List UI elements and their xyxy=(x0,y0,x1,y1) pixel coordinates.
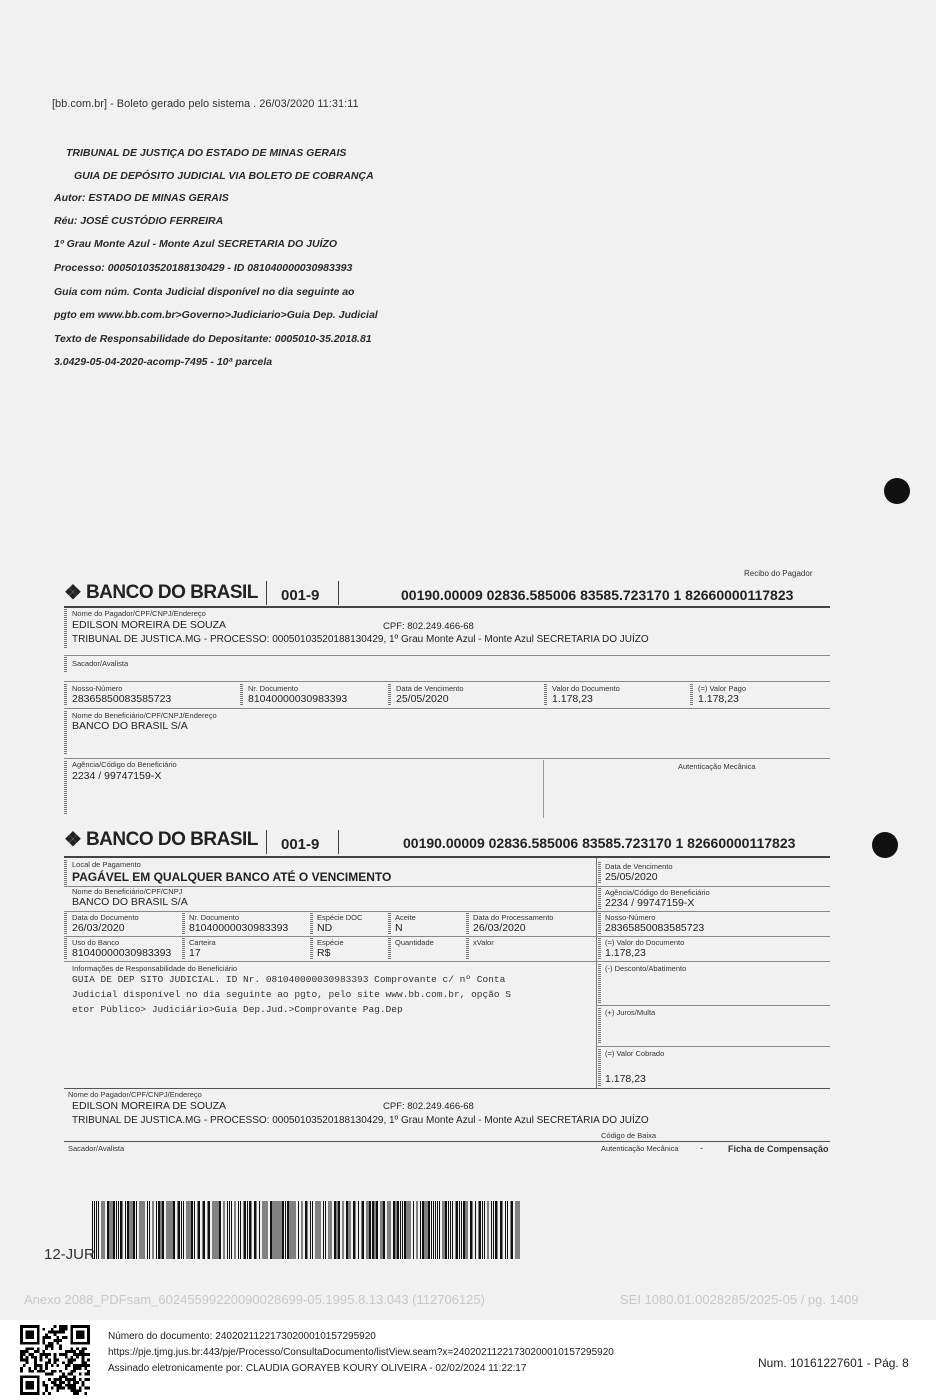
dash: - xyxy=(700,1143,703,1153)
local: PAGÁVEL EM QUALQUER BANCO ATÉ O VENCIMENTO xyxy=(72,870,392,884)
divider xyxy=(266,581,267,605)
digitable-line: 00190.00009 02836.585006 83585.723170 1 82660000117823 xyxy=(401,587,794,603)
vencimento-label: Data de Vencimento xyxy=(396,684,464,693)
divider xyxy=(543,760,544,818)
bank-code: 001-9 xyxy=(281,587,320,604)
field-marker xyxy=(64,860,67,885)
payer-cpf: CPF: 802.249.466-68 xyxy=(383,621,474,632)
divider xyxy=(64,961,830,962)
carteira-label: Carteira xyxy=(189,938,216,947)
bank-code: 001-9 xyxy=(281,836,320,853)
guide-line: GUIA DE DEPÓSITO JUDICIAL VIA BOLETO DE COBRANÇA xyxy=(74,170,374,182)
agency-label: Agência/Código do Beneficiário xyxy=(72,760,177,769)
auth-label: Autenticação Mecânica xyxy=(678,762,756,771)
valor-doc-label: (=) Valor do Documento xyxy=(605,938,685,947)
field-marker xyxy=(388,684,391,706)
stamp: 12-JUR xyxy=(44,1246,95,1263)
field-marker xyxy=(182,913,185,935)
field-marker xyxy=(598,913,601,935)
field-marker xyxy=(598,1008,601,1044)
field-marker xyxy=(64,684,67,706)
divider xyxy=(64,681,830,682)
slip-vencimento: 25/05/2020 xyxy=(605,871,658,883)
data-doc-label: Data do Documento xyxy=(72,913,139,922)
especie-label: Espécie xyxy=(317,938,344,947)
juros-label: (+) Juros/Multa xyxy=(605,1008,656,1017)
aceite: N xyxy=(395,922,403,934)
nosso-numero: 28365850083585723 xyxy=(72,693,172,705)
carteira: 17 xyxy=(189,947,201,959)
field-marker xyxy=(64,711,67,755)
slip-payer-address: TRIBUNAL DE JUSTICA.MG - PROCESSO: 00050103520188130429, 1º Grau Monte Azul - Monte Azul SECRETARIA DO JUÍZO xyxy=(72,1115,649,1126)
payer-label: Nome do Pagador/CPF/CNPJ/Endereço xyxy=(72,609,206,618)
divider xyxy=(596,858,597,1088)
uso-banco: 81040000030983393 xyxy=(72,947,172,959)
info-line: GUIA DE DEP SITO JUDICIAL. ID Nr. 081040000030983393 Comprovante c/ nº Conta xyxy=(72,974,506,985)
slip-beneficiary: BANCO DO BRASIL S/A xyxy=(72,896,188,908)
guide-line: pgto em www.bb.com.br>Governo>Judiciario>Guia Dep. Judicial xyxy=(54,309,378,321)
valor-pago-label: (=) Valor Pago xyxy=(698,684,747,693)
slip-agency: 2234 / 99747159-X xyxy=(605,897,695,909)
bank-name: BANCO DO BRASIL xyxy=(85,828,258,850)
uso-banco-label: Uso do Banco xyxy=(72,938,120,947)
payer-name: EDILSON MOREIRA DE SOUZA xyxy=(72,619,227,631)
slip-nosso-numero-label: Nosso-Número xyxy=(605,913,656,922)
slip-nr-doc: 81040000030983393 xyxy=(189,922,289,934)
especie: R$ xyxy=(317,947,331,959)
sacador-label: Sacador/Avalista xyxy=(72,659,129,668)
divider xyxy=(338,830,339,854)
divider xyxy=(596,1046,830,1047)
agency: 2234 / 99747159-X xyxy=(72,770,162,782)
slip-payer-cpf: CPF: 802.249.466-68 xyxy=(383,1101,474,1112)
slip-nr-doc-label: Nr. Documento xyxy=(189,913,240,922)
xvalor-label: xValor xyxy=(473,938,494,947)
bank-logo-icon: ❖ xyxy=(64,829,82,851)
punch-hole xyxy=(884,478,910,504)
footer-page: Num. 10161227601 - Pág. 8 xyxy=(758,1356,909,1370)
bank-logo xyxy=(64,580,258,605)
divider xyxy=(64,708,830,709)
divider xyxy=(64,1088,830,1089)
vencimento: 25/05/2020 xyxy=(396,693,449,705)
guide-line: Texto de Responsabilidade do Depositante: 0005010-35.2018.81 xyxy=(54,333,372,345)
field-marker xyxy=(64,657,67,673)
field-marker xyxy=(388,913,391,935)
nr-documento: 81040000030983393 xyxy=(248,693,348,705)
divider xyxy=(64,758,830,759)
slip-vencimento-label: Data de Vencimento xyxy=(605,862,673,871)
guide-line: TRIBUNAL DE JUSTIÇA DO ESTADO DE MINAS GERAIS xyxy=(66,147,347,159)
beneficiary-label: Nome do Beneficiário/CPF/CNPJ/Endereço xyxy=(72,711,217,720)
info-label: Informações de Responsabilidade do Beneficiário xyxy=(72,964,238,973)
field-marker xyxy=(598,862,601,884)
divider xyxy=(64,911,830,912)
slip-payer-label: Nome do Pagador/CPF/CNPJ/Endereço xyxy=(68,1090,202,1099)
valor-documento-label: Valor do Documento xyxy=(552,684,620,693)
slip-auth-label: Autenticação Mecânica xyxy=(601,1144,679,1153)
footer-signed: Assinado eletronicamente por: CLAUDIA GORAYEB KOURY OLIVEIRA - 02/02/2024 11:22:17 xyxy=(108,1363,527,1374)
divider xyxy=(596,1005,830,1006)
field-marker xyxy=(598,964,601,1004)
quantidade-label: Quantidade xyxy=(395,938,434,947)
valor-cobrado: 1.178,23 xyxy=(605,1073,646,1085)
aceite-label: Aceite xyxy=(395,913,416,922)
data-proc: 26/03/2020 xyxy=(473,922,526,934)
field-marker xyxy=(182,938,185,960)
field-marker xyxy=(310,913,313,935)
divider xyxy=(266,830,267,854)
field-marker xyxy=(64,761,67,815)
nr-documento-label: Nr. Documento xyxy=(248,684,299,693)
field-marker xyxy=(388,938,391,960)
qr-code xyxy=(20,1325,90,1395)
footer-url[interactable]: https://pje.tjmg.jus.br:443/pje/Processo/ConsultaDocumento/listView.seam?x=24020211221730200010157295920 xyxy=(108,1347,614,1358)
divider xyxy=(64,655,830,656)
data-proc-label: Data do Processamento xyxy=(473,913,554,922)
field-marker xyxy=(598,888,601,910)
slip-agency-label: Agência/Código do Beneficiário xyxy=(605,888,710,897)
field-marker xyxy=(466,913,469,935)
receipt-title: Recibo do Pagador xyxy=(744,569,813,578)
field-marker xyxy=(598,1049,601,1087)
valor-documento: 1.178,23 xyxy=(552,693,593,705)
divider xyxy=(64,1141,830,1142)
bank-logo xyxy=(64,827,258,852)
local-label: Local de Pagamento xyxy=(72,860,141,869)
nosso-numero-label: Nosso-Número xyxy=(72,684,123,693)
info-line: Judicial disponível no dia seguinte ao pgto, pelo site www.bb.com.br, opção S xyxy=(72,989,511,1000)
divider xyxy=(338,581,339,605)
bank-name: BANCO DO BRASIL xyxy=(85,581,258,603)
slip-payer-name: EDILSON MOREIRA DE SOUZA xyxy=(72,1100,227,1112)
codigo-baixa-label: Código de Baixa xyxy=(601,1131,657,1140)
field-marker xyxy=(598,938,601,960)
data-doc: 26/03/2020 xyxy=(72,922,125,934)
divider xyxy=(64,856,830,858)
field-marker xyxy=(64,938,67,960)
desconto-label: (-) Desconto/Abatimento xyxy=(605,964,687,973)
header-line: [bb.com.br] - Boleto gerado pelo sistema . 26/03/2020 11:31:11 xyxy=(52,98,359,110)
field-marker xyxy=(544,684,547,706)
field-marker xyxy=(64,609,67,649)
guide-line: Réu: JOSÉ CUSTÓDIO FERREIRA xyxy=(54,215,224,227)
guide-line: 1º Grau Monte Azul - Monte Azul SECRETARIA DO JUÍZO xyxy=(54,238,338,250)
guide-line: Autor: ESTADO DE MINAS GERAIS xyxy=(54,192,229,204)
slip-nosso-numero: 28365850083585723 xyxy=(605,922,705,934)
guide-line: 3.0429-05-04-2020-acomp-7495 - 10ª parcela xyxy=(54,356,273,368)
field-marker xyxy=(690,684,693,706)
divider xyxy=(64,606,830,608)
bank-logo-icon: ❖ xyxy=(64,582,82,604)
slip-sacador-label: Sacador/Avalista xyxy=(68,1144,125,1153)
beneficiary: BANCO DO BRASIL S/A xyxy=(72,720,188,732)
digitable-line: 00190.00009 02836.585006 83585.723170 1 82660000117823 xyxy=(403,835,796,851)
watermark-left: Anexo 2088_PDFsam_60245599220090028699-05.1995.8.13.043 (112706125) xyxy=(24,1292,485,1307)
footer-doc-number: Número do documento: 24020211221730200010157295920 xyxy=(108,1331,376,1342)
guide-line: Guia com núm. Conta Judicial disponível no dia seguinte ao xyxy=(54,286,355,298)
valor-pago: 1.178,23 xyxy=(698,693,739,705)
divider xyxy=(64,936,830,937)
field-marker xyxy=(466,938,469,960)
especie-doc: ND xyxy=(317,922,333,934)
guide-line: Processo: 00050103520188130429 - ID 081040000030983393 xyxy=(54,262,353,274)
valor-cobrado-label: (=) Valor Cobrado xyxy=(605,1049,665,1058)
valor-doc: 1.178,23 xyxy=(605,947,646,959)
barcode xyxy=(92,1201,520,1259)
field-marker xyxy=(310,938,313,960)
watermark-right: SEI 1080.01.0028285/2025-05 / pg. 1409 xyxy=(620,1292,859,1307)
field-marker xyxy=(64,913,67,935)
especie-doc-label: Espécie DOC xyxy=(317,913,363,922)
field-marker xyxy=(240,684,243,706)
slip-beneficiary-label: Nome do Beneficiário/CPF/CNPJ xyxy=(72,887,183,896)
info-line: etor Público> Judiciário>Guia Dep.Jud.>Comprovante Pag.Dep xyxy=(72,1004,403,1015)
payer-address: TRIBUNAL DE JUSTICA.MG - PROCESSO: 00050103520188130429, 1º Grau Monte Azul - Monte Azul SECRETARIA DO JUÍZO xyxy=(72,634,649,645)
punch-hole xyxy=(872,832,898,858)
ficha-label: Ficha de Compensação xyxy=(728,1144,829,1154)
